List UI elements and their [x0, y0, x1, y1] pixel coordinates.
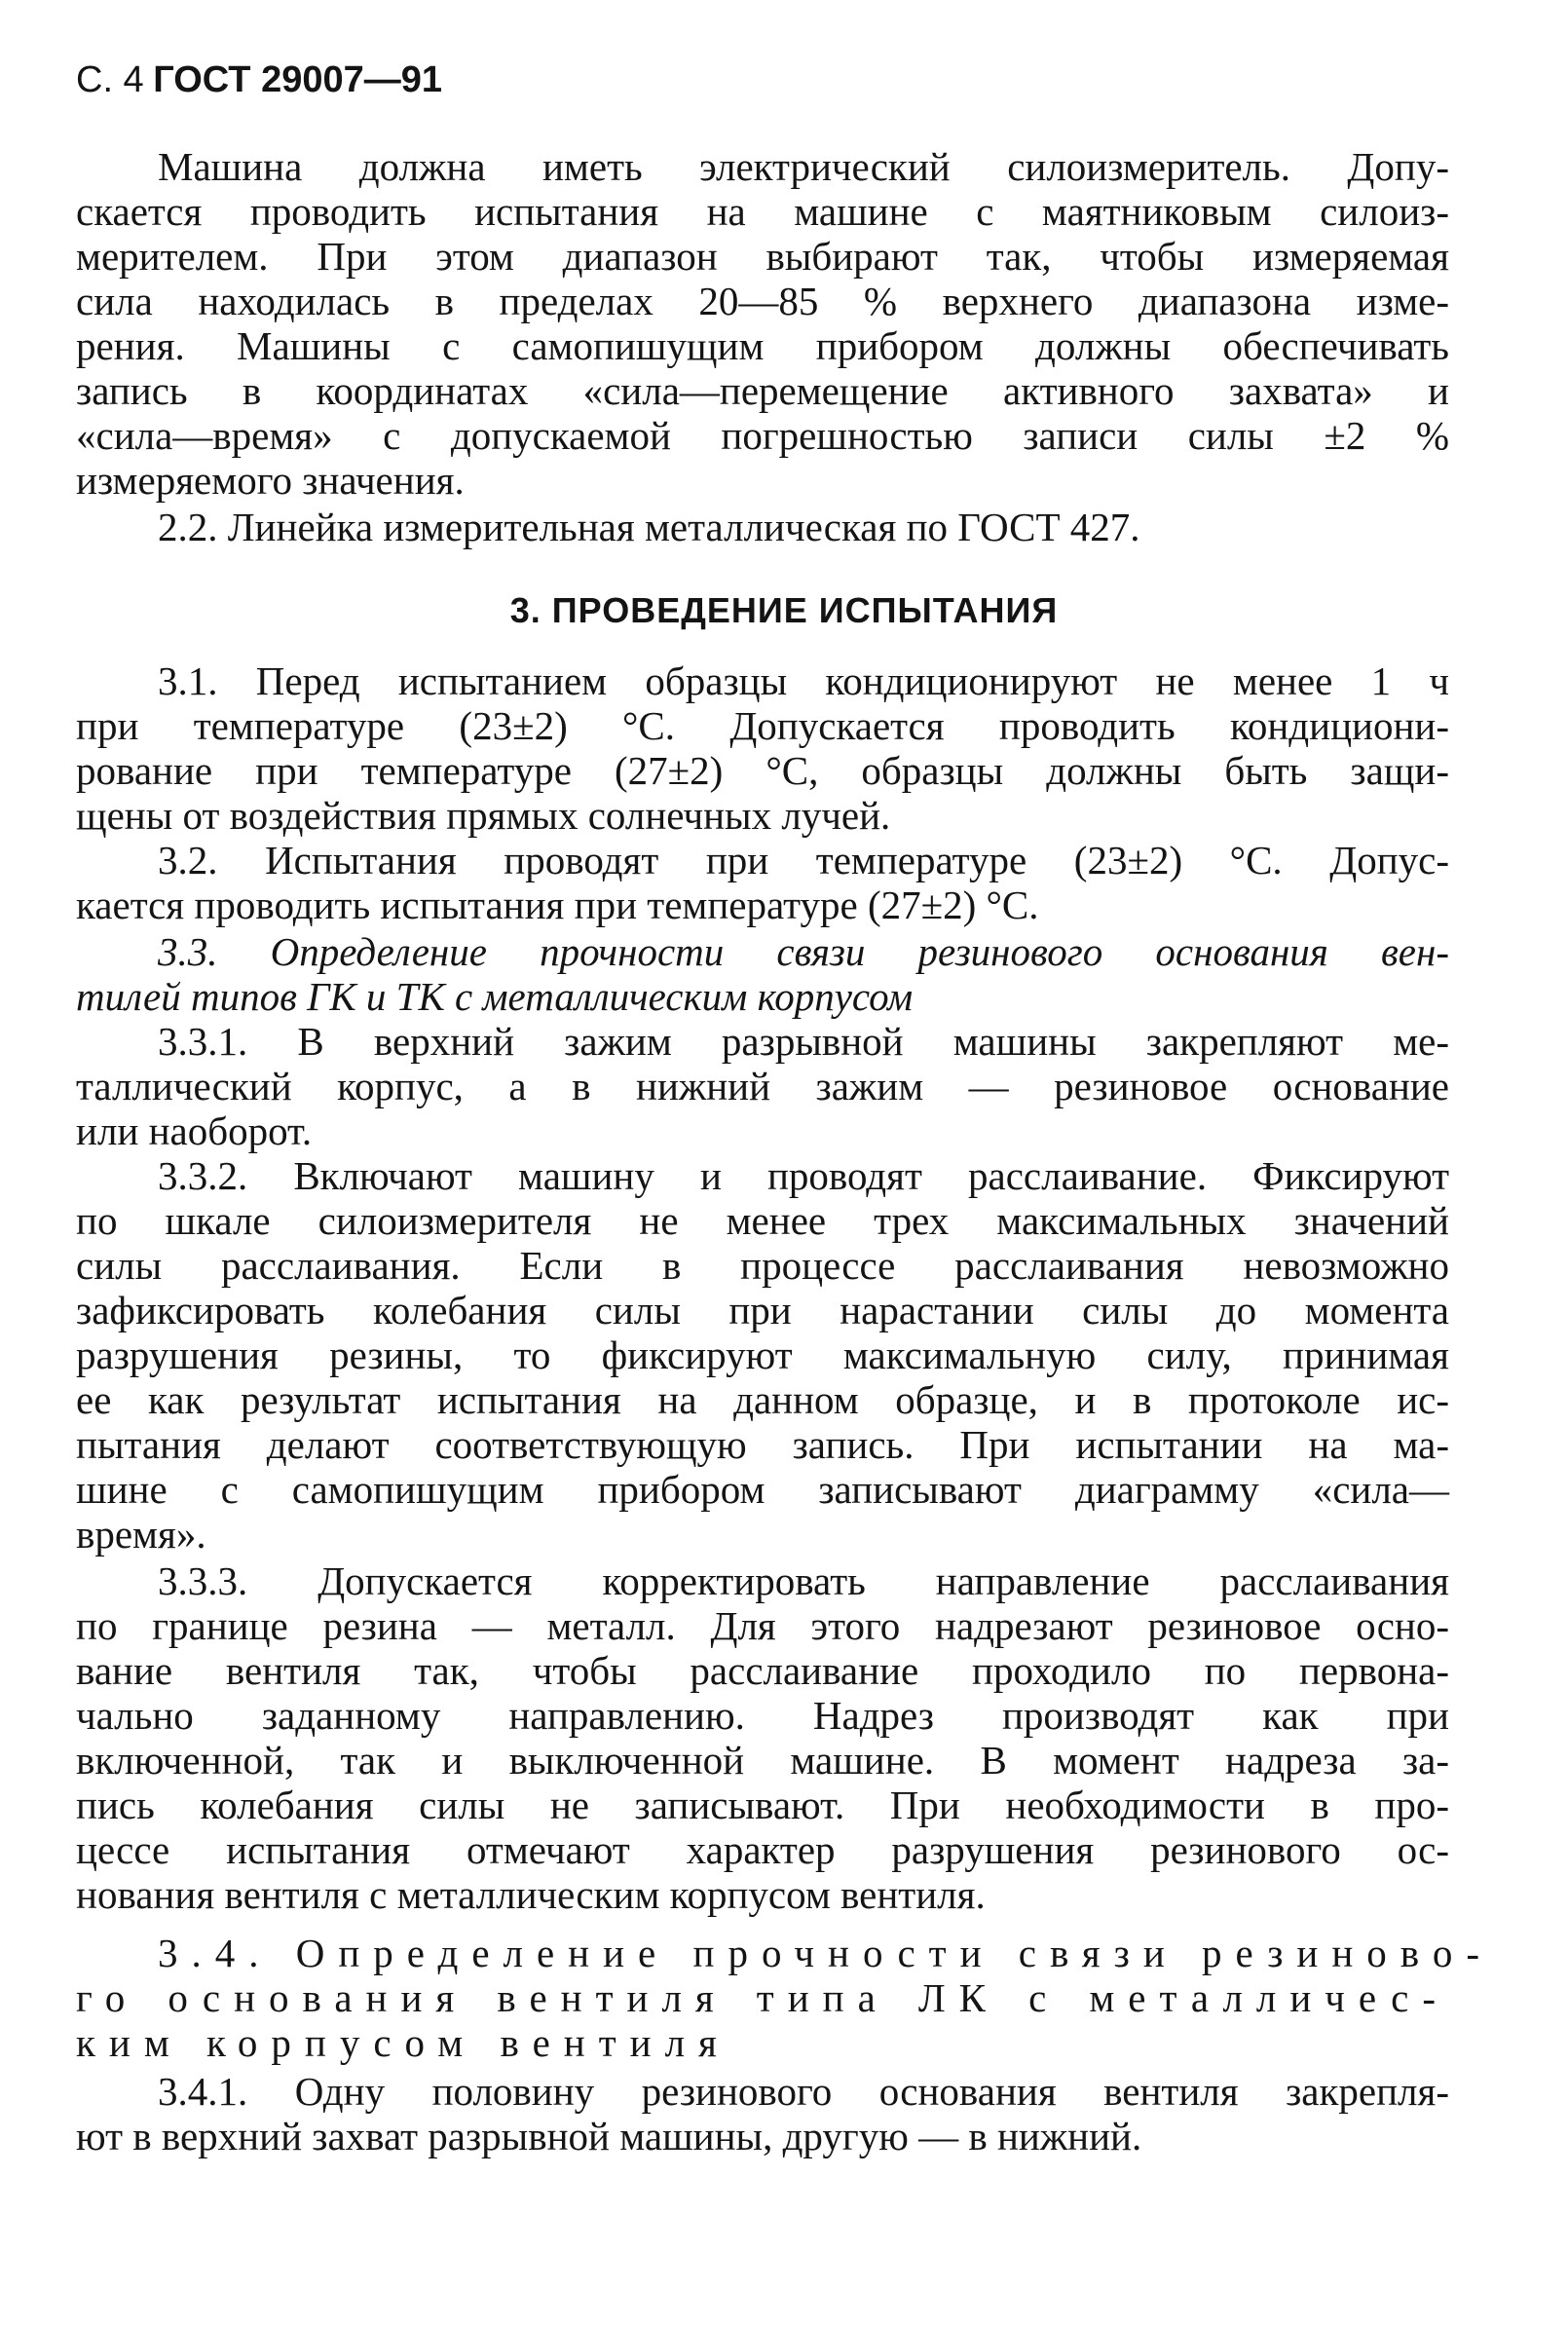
- text-line: 3.3.1. В верхний зажим разрывной машины закрепляют ме-: [158, 1019, 1449, 1064]
- paragraph-3-1: [76, 658, 1449, 838]
- paragraph-3-4-1: [76, 2069, 1449, 2158]
- paragraph-3-3: [76, 929, 1449, 1019]
- standard-code: ГОСТ 29007—91: [153, 59, 443, 100]
- page-header: [76, 58, 442, 101]
- text-line: силы расслаивания. Если в процессе расслаивания невозможно: [76, 1243, 1449, 1288]
- text-line: рения. Машины с самопишущим прибором должны обеспечивать: [76, 323, 1449, 368]
- text-line: таллический корпус, а в нижний зажим — резиновое основание: [76, 1064, 1449, 1108]
- text-line: пись колебания силы не записывают. При необходимости в про-: [76, 1783, 1449, 1827]
- paragraph-machine: [76, 144, 1449, 503]
- text-line: 3.4.1. Одну половину резинового основания вентиля закрепля-: [158, 2069, 1449, 2114]
- text-line: ют в верхний захват разрывной машины, другую — в нижний.: [76, 2114, 1142, 2158]
- text-line: цессе испытания отмечают характер разрушения резинового ос-: [76, 1827, 1449, 1872]
- text-line: кается проводить испытания при температуре (27±2) °С.: [76, 882, 1039, 927]
- text-line: скается проводить испытания на машине с маятниковым силоиз-: [76, 189, 1449, 234]
- text-line: ее как результат испытания на данном образце, и в протоколе ис-: [76, 1377, 1449, 1422]
- text-line: по границе резина — металл. Для этого надрезают резиновое осно-: [76, 1603, 1449, 1648]
- section-heading: 3. ПРОВЕДЕНИЕ ИСПЫТАНИЯ: [509, 590, 1059, 630]
- text-line: чально заданному направлению. Надрез производят как при: [76, 1693, 1449, 1738]
- text-line: го основания вентиля типа ЛК с металличес-: [76, 1975, 1449, 2020]
- text-line: 2.2. Линейка измерительная металлическая по ГОСТ 427.: [158, 505, 1140, 549]
- paragraph-3-3-3: [76, 1558, 1449, 1917]
- paragraph-3-3-1: [76, 1019, 1449, 1153]
- text-line: рование при температуре (27±2) °С, образцы должны быть защи-: [76, 748, 1449, 793]
- text-line: 3.4. Определение прочности связи резиново-: [158, 1931, 1494, 1975]
- text-line: 3.3.2. Включают машину и проводят расслаивание. Фиксируют: [158, 1153, 1449, 1198]
- text-line: мерителем. При этом диапазон выбирают так, чтобы измеряемая: [76, 234, 1449, 279]
- text-line: или наоборот.: [76, 1108, 313, 1153]
- text-line: нования вентиля с металлическим корпусом вентиля.: [76, 1872, 986, 1917]
- page-number: С. 4: [76, 59, 144, 100]
- paragraph-3-4: [76, 1931, 1494, 2065]
- text-line: ким корпусом вентиля: [76, 2020, 730, 2065]
- text-line: Машина должна иметь электрический силоизмеритель. Допу-: [158, 144, 1449, 189]
- paragraph-3-3-2: [76, 1153, 1449, 1557]
- text-line: разрушения резины, то фиксируют максимальную силу, принимая: [76, 1332, 1449, 1377]
- text-line: включенной, так и выключенной машине. В момент надреза за-: [76, 1738, 1449, 1783]
- text-line: измеряемого значения.: [76, 458, 465, 503]
- text-line: зафиксировать колебания силы при нарастании силы до момента: [76, 1288, 1449, 1332]
- text-line: время».: [76, 1512, 206, 1557]
- text-line: щены от воздействия прямых солнечных лучей.: [76, 793, 891, 838]
- text-line: вание вентиля так, чтобы расслаивание проходило по первона-: [76, 1648, 1449, 1693]
- text-line: «сила—время» с допускаемой погрешностью записи силы ±2 %: [76, 413, 1449, 458]
- text-line: по шкале силоизмерителя не менее трех максимальных значений: [76, 1198, 1449, 1243]
- paragraph-3-2: [76, 838, 1449, 927]
- text-line: пытания делают соответствующую запись. При испытании на ма-: [76, 1422, 1449, 1467]
- text-line: 3.3.3. Допускается корректировать направление расслаивания: [158, 1558, 1449, 1603]
- text-line: запись в координатах «сила—перемещение активного захвата» и: [76, 368, 1449, 413]
- paragraph-2-2: [76, 505, 1449, 549]
- text-line: при температуре (23±2) °С. Допускается проводить кондициони-: [76, 703, 1449, 748]
- text-line: шине с самопишущим прибором записывают диаграмму «сила—: [76, 1467, 1449, 1512]
- text-line: сила находилась в пределах 20—85 % верхнего диапазона изме-: [76, 279, 1449, 323]
- text-line: 3.3. Определение прочности связи резинового основания вен-: [158, 929, 1449, 974]
- text-line: 3.1. Перед испытанием образцы кондиционируют не менее 1 ч: [158, 658, 1449, 703]
- text-line: 3.2. Испытания проводят при температуре (23±2) °С. Допус-: [158, 838, 1449, 882]
- text-line: тилей типов ГК и ТК с металлическим корпусом: [76, 974, 914, 1019]
